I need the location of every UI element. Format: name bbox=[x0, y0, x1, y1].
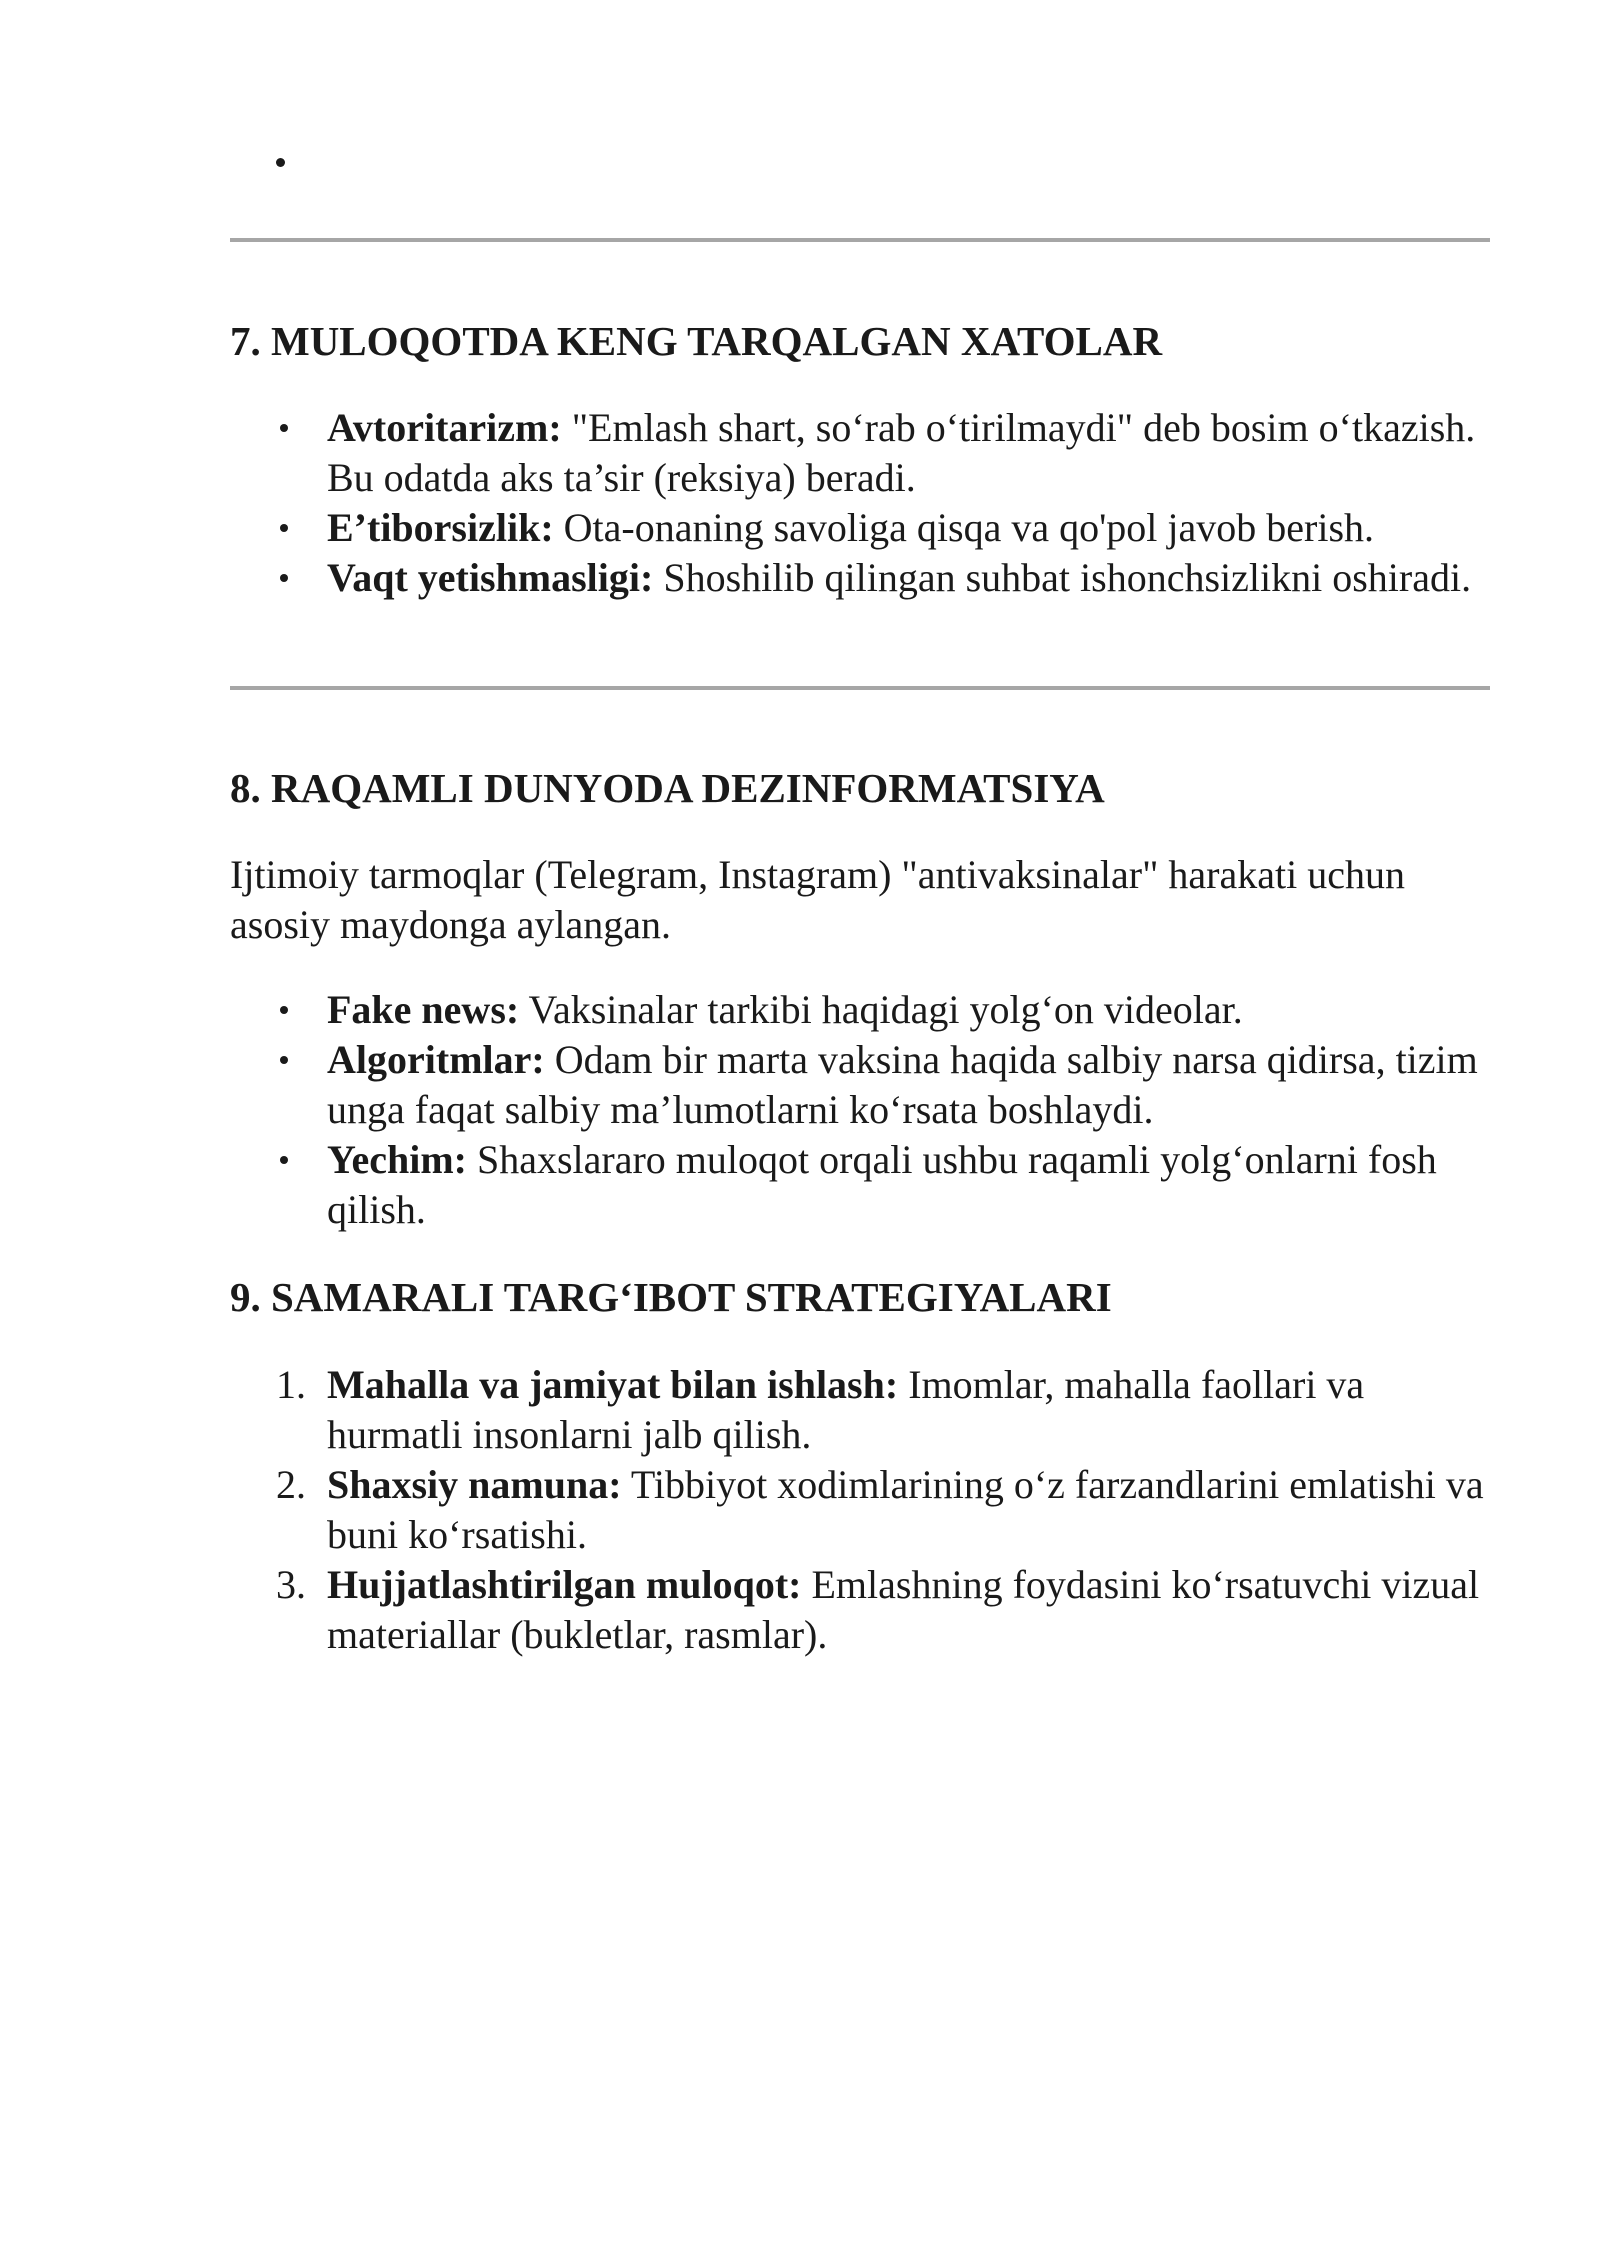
item-text: Ota-onaning savoliga qisqa va qo'pol javob berish. bbox=[553, 505, 1375, 550]
bullet-icon bbox=[280, 1006, 288, 1014]
horizontal-rule bbox=[230, 686, 1490, 690]
section-8-list bbox=[230, 985, 1490, 1235]
section-9-list bbox=[230, 1360, 1490, 1660]
item-term: Yechim: bbox=[327, 1137, 467, 1182]
list-item bbox=[230, 1035, 1490, 1135]
list-item bbox=[230, 985, 1490, 1035]
item-text: Shoshilib qilingan suhbat ishonchsizlikni oshiradi. bbox=[653, 555, 1472, 600]
item-text: Emlashning foydasini ko‘rsatuvchi vizual materiallar (bukletlar, rasmlar). bbox=[327, 1562, 1480, 1657]
item-text: "Emlash shart, so‘rab o‘tirilmaydi" deb bosim o‘tkazish. Bu odatda aks ta’sir (reksiya) beradi. bbox=[327, 405, 1476, 500]
list-item bbox=[230, 403, 1490, 503]
section-8-intro: Ijtimoiy tarmoqlar (Telegram, Instagram) "antivaksinalar" harakati uchun asosiy maydonga aylangan. bbox=[230, 852, 1405, 947]
list-item bbox=[230, 553, 1490, 603]
item-number: 1. bbox=[276, 1362, 306, 1407]
item-number: 3. bbox=[276, 1562, 306, 1607]
empty-bullet bbox=[276, 158, 285, 167]
item-term: Algoritmlar: bbox=[327, 1037, 545, 1082]
item-text: Odam bir marta vaksina haqida salbiy narsa qidirsa, tizim unga faqat salbiy ma’lumotlarni ko‘rsata boshlaydi. bbox=[327, 1037, 1478, 1132]
section-8-heading: 8. RAQAMLI DUNYODA DEZINFORMATSIYA bbox=[230, 765, 1105, 811]
section-7-heading: 7. MULOQOTDA KENG TARQALGAN XATOLAR bbox=[230, 318, 1163, 364]
list-item bbox=[230, 503, 1490, 553]
item-term: E’tiborsizlik: bbox=[327, 505, 554, 550]
item-text: Tibbiyot xodimlarining o‘z farzandlarini emlatishi va buni ko‘rsatishi. bbox=[327, 1462, 1484, 1557]
item-number: 2. bbox=[276, 1462, 306, 1507]
item-text: Imomlar, mahalla faollari va hurmatli insonlarni jalb qilish. bbox=[327, 1362, 1365, 1457]
horizontal-rule bbox=[230, 238, 1490, 242]
bullet-icon bbox=[280, 424, 288, 432]
item-term: Fake news: bbox=[327, 987, 520, 1032]
item-term: Hujjatlashtirilgan muloqot: bbox=[327, 1562, 802, 1607]
item-term: Shaxsiy namuna: bbox=[327, 1462, 622, 1507]
item-term: Mahalla va jamiyat bilan ishlash: bbox=[327, 1362, 899, 1407]
list-item bbox=[230, 1135, 1490, 1235]
item-text: Shaxslararo muloqot orqali ushbu raqamli yolg‘onlarni fosh qilish. bbox=[327, 1137, 1437, 1232]
item-term: Vaqt yetishmasligi: bbox=[327, 555, 654, 600]
bullet-icon bbox=[280, 524, 288, 532]
list-item bbox=[230, 1460, 1490, 1560]
section-9-heading: 9. SAMARALI TARG‘IBOT STRATEGIYALARI bbox=[230, 1274, 1112, 1320]
bullet-icon bbox=[280, 1056, 288, 1064]
item-text: Vaksinalar tarkibi haqidagi yolg‘on videolar. bbox=[519, 987, 1243, 1032]
bullet-icon bbox=[280, 574, 288, 582]
bullet-icon bbox=[280, 1156, 288, 1164]
section-7-list bbox=[230, 403, 1490, 603]
list-item bbox=[230, 1560, 1490, 1660]
item-term: Avtoritarizm: bbox=[327, 405, 562, 450]
list-item bbox=[230, 1360, 1490, 1460]
